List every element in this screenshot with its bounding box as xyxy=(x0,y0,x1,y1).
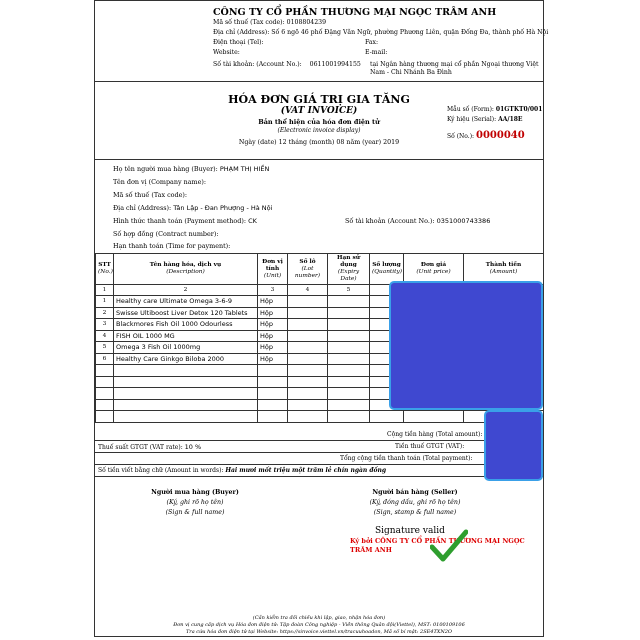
vat-rate: Thuế suất GTGT (VAT rate): 10 % xyxy=(98,443,202,451)
seller-address: Địa chỉ (Address): Số 6 ngõ 46 phố Đặng Văn Ngữ, phường Phương Liên, quận Đống Đa, thành phố Hà Nội xyxy=(213,29,549,36)
footer-provider: Đơn vị cung cấp dịch vụ Hóa đơn điện tử: Tập đoàn Công nghiệp - Viễn thông Quân đội(Viettel), MST: 0100109106 xyxy=(173,622,465,628)
subtotal-row: Cộng tiền hàng (Total amount): xyxy=(95,429,543,441)
amount-in-words: Hai mươi mốt triệu một trăm lẻ chín ngàn đồng xyxy=(225,467,387,474)
footer-note: (Cần kiểm tra đối chiếu khi lập, giao, nhận hóa đơn) xyxy=(252,615,386,621)
header-expiry: Hạn sử dụng (Expiry Date) xyxy=(328,254,370,285)
signed-by-2: TRÂM ANH xyxy=(350,546,392,554)
seller-website: Website: xyxy=(213,49,240,56)
header-amount: Thành tiền (Amount) xyxy=(464,254,544,285)
signed-by: Ký bởi CÔNG TY CỔ PHẦN THƯƠNG MẠI NGỌC xyxy=(350,537,525,545)
seller-account: Số tài khoản: (Account No.): 0611001994155 xyxy=(213,61,361,68)
col-num: 1 xyxy=(96,285,114,296)
table-row: 4 FISH OIL 1000 MG Hộp xyxy=(96,330,544,342)
table-row: 3 Blackmores Fish Oil 1000 Odourless Hộp xyxy=(96,319,544,331)
buyer-tax: Mã số thuế (Tax code): xyxy=(113,191,188,199)
buyer-name: Họ tên người mua hàng (Buyer): PHẠM THỊ HIỀN xyxy=(113,165,270,173)
invoice-number: Số (No.): 0000040 xyxy=(447,130,525,141)
buyer-company: Tên đơn vị (Company name): xyxy=(113,178,207,186)
grand-total-row: Tổng cộng tiền thanh toán (Total payment): xyxy=(95,453,543,465)
header-unit: Đơn vị tính (Unit) xyxy=(258,254,288,285)
col-num: 4 xyxy=(288,285,328,296)
seller-phone: Điện thoại (Tel): xyxy=(213,39,264,46)
table-row-empty xyxy=(96,411,544,423)
seller-fax: Fax: xyxy=(365,39,379,46)
table-row: 1 Healthy care Ultimate Omega 3-6-9 Hộp xyxy=(96,296,544,308)
invoice-subtitle-en: (Electronic invoice display) xyxy=(277,127,361,134)
seller-bank-2: Nam - Chi Nhánh Ba Đình xyxy=(370,69,452,76)
buyer-account: Số tài khoản (Account No.): 0351000743386 xyxy=(345,217,491,225)
buyer-payment: Hình thức thanh toán (Payment method): CK xyxy=(113,217,257,225)
seller-name: CÔNG TY CỔ PHẦN THƯƠNG MẠI NGỌC TRÂM ANH xyxy=(213,7,497,18)
header-description: Tên hàng hóa, dịch vụ (Description) xyxy=(114,254,258,285)
header-quantity: Số lượng (Quantity) xyxy=(370,254,404,285)
table-row: 5 Omega 3 Fish Oil 1000mg Hộp xyxy=(96,342,544,354)
table-row: 6 Healthy Care Ginkgo Biloba 2000 Hộp xyxy=(96,353,544,365)
checkmark-icon xyxy=(430,529,468,563)
invoice-title-block xyxy=(95,81,543,160)
table-header-row xyxy=(96,254,544,285)
buyer-contract: Số hợp đồng (Contract number): xyxy=(113,230,219,238)
col-num: 5 xyxy=(328,285,370,296)
seller-signature-block: Người bán hàng (Seller) (Ký, đóng dấu, ghi rõ họ tên) (Sign, stamp & full name) xyxy=(369,489,461,516)
redaction-box-totals xyxy=(484,410,543,481)
seller-tax: Mã số thuế (Tax code): 0108804239 xyxy=(213,19,327,26)
header-no: STT (No.) xyxy=(96,254,114,285)
seller-email: E-mail: xyxy=(365,49,388,56)
amount-in-words-row: Số tiền viết bằng chữ (Amount in words): Hai mươi mốt triệu một trăm lẻ chín ngàn đồng xyxy=(95,465,543,477)
vat-row: Thuế suất GTGT (VAT rate): 10 % Tiền thuế GTGT (VAT): xyxy=(95,441,543,453)
seller-header xyxy=(95,1,549,82)
seller-bank-1: tại Ngân hàng thương mại cổ phần Ngoại thương Việt xyxy=(370,61,539,68)
buyer-address: Địa chỉ (Address): Tân Lập - Đan Phượng - Hà Nội xyxy=(113,204,273,212)
invoice-form: Mẫu số (Form): 01GTKT0/001 xyxy=(447,106,543,113)
invoice-subtitle: Bản thể hiện của hóa đơn điện tử xyxy=(258,118,380,126)
buyer-deadline: Hạn thanh toán (Time for payment): xyxy=(113,242,231,250)
header-unit-price: Đơn giá (Unit price) xyxy=(404,254,464,285)
col-num: 3 xyxy=(258,285,288,296)
header-lot: Số lô (Lot number) xyxy=(288,254,328,285)
table-row: 2 Swisse Ultiboost Liver Detox 120 Tablets Hộp xyxy=(96,307,544,319)
signature-valid: Signature valid xyxy=(375,526,445,536)
col-num: 2 xyxy=(114,285,258,296)
footer-lookup: Tra cứu hóa đơn điện tử tại Website: https://sinvoice.viettel.vn/tracuuhoadon, Mã số bí mật: 2SE4TXN2O xyxy=(185,629,453,635)
invoice-date: Ngày (date) 12 tháng (month) 08 năm (year) 2019 xyxy=(238,139,400,146)
buyer-signature-block: Người mua hàng (Buyer) (Ký, ghi rõ họ tên) (Sign & full name) xyxy=(151,489,239,516)
invoice-title: HÓA ĐƠN GIÁ TRỊ GIA TĂNG xyxy=(228,93,410,106)
invoice-title-en: (VAT INVOICE) xyxy=(280,106,358,116)
redaction-box-prices xyxy=(389,281,543,410)
invoice-serial: Ký hiệu (Serial): AA/18E xyxy=(447,116,523,123)
